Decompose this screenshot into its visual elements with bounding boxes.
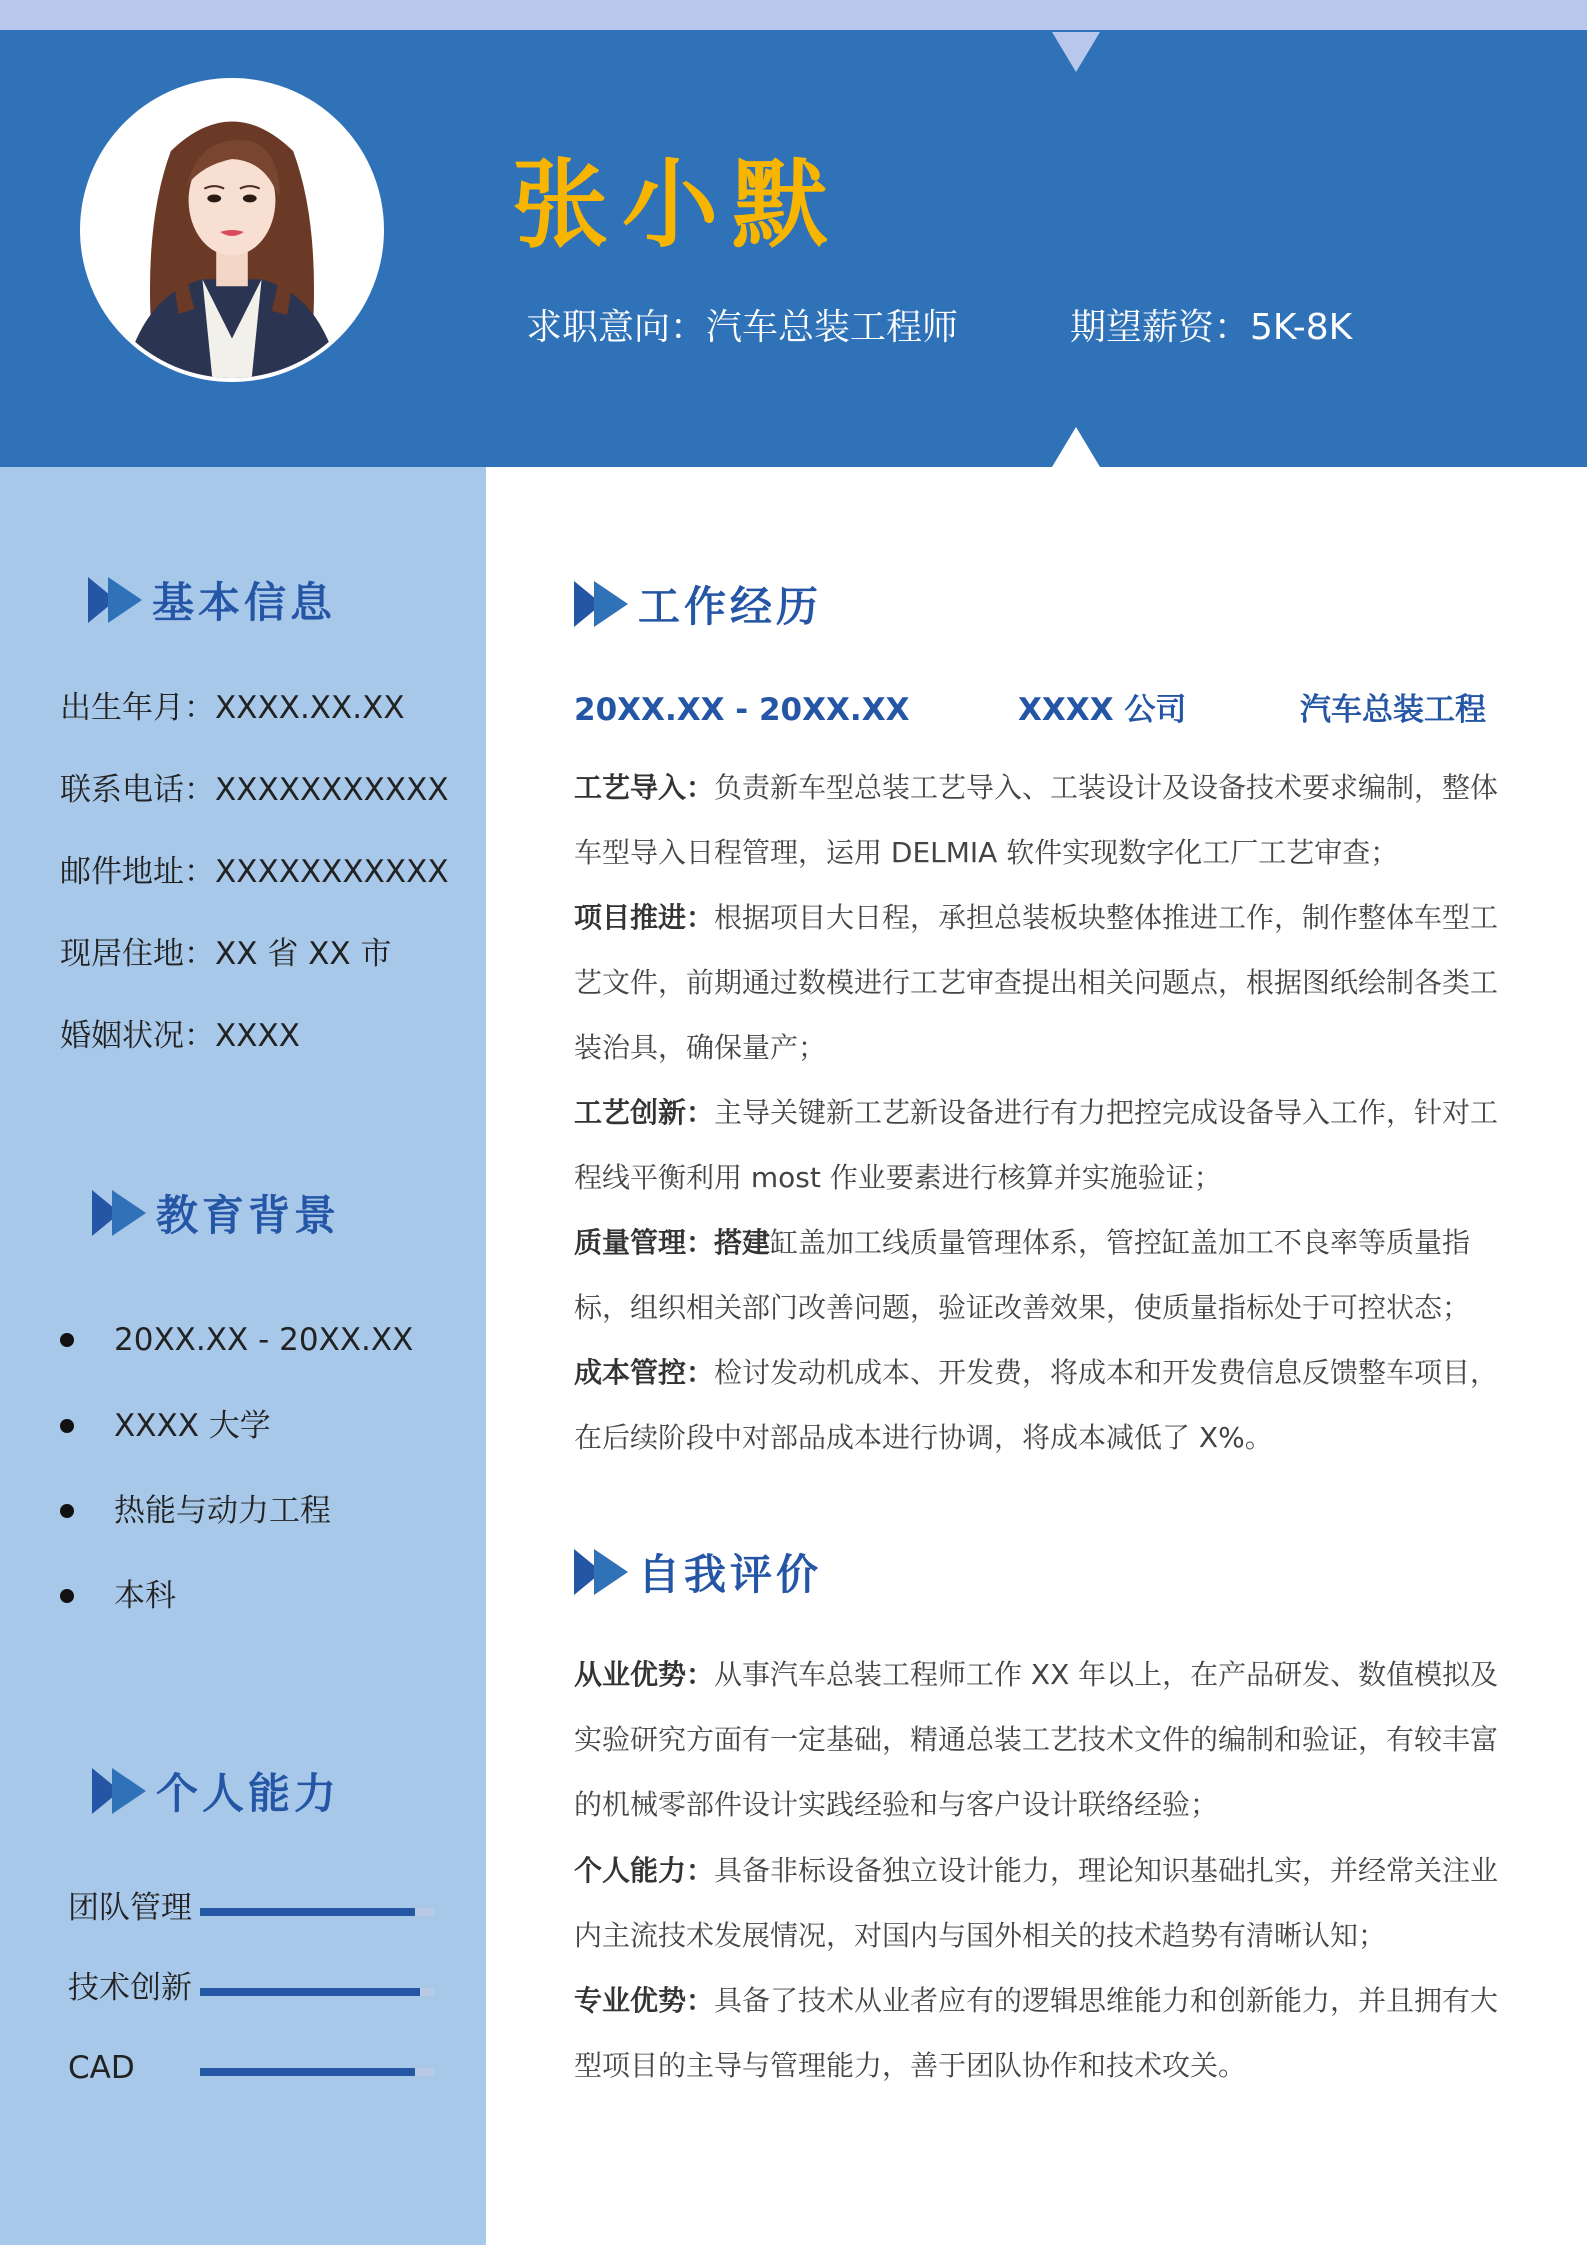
work-entry: 项目推进：根据项目大日程，承担总装板块整体推进工作，制作整体车型工艺文件，前期通过数模进行工艺审查提出相关问题点，根据图纸绘制各类工装治具，确保量产；	[574, 901, 1499, 1064]
bullet-icon	[60, 1419, 74, 1433]
section-title-text: 基本信息	[152, 578, 337, 627]
work-entry: 工艺导入：负责新车型总装工艺导入、工装设计及设备技术要求编制，整体车型导入日程管理，运用 DELMIA 软件实现数字化工厂工艺审查；	[574, 771, 1499, 869]
section-title-text: 个人能力	[156, 1769, 341, 1818]
self-eval-entry: 从业优势：从事汽车总装工程师工作 XX 年以上，在产品研发、数值模拟及实验研究方面有一定基础，精通总装工艺技术文件的编制和验证，有较丰富的机械零部件设计实践经验和与客户设计联络经验；	[574, 1658, 1499, 1821]
work-position: 汽车总装工程	[1300, 692, 1486, 728]
avatar-photo	[84, 82, 380, 378]
expected-salary: 期望薪资：5K-8K	[1070, 307, 1353, 348]
info-marital: 婚姻状况：XXXX	[60, 1018, 300, 1054]
list-item: 20XX.XX - 20XX.XX	[60, 1320, 413, 1360]
bullet-icon	[60, 1333, 74, 1347]
skill-bar-fill	[200, 1988, 420, 1996]
info-birth: 出生年月：XXXX.XX.XX	[60, 690, 405, 726]
double-triangle-icon	[90, 1766, 148, 1816]
work-entry: 成本管控：检讨发动机成本、开发费，将成本和开发费信息反馈整车项目，在后续阶段中对部品成本进行协调，将成本减低了 X%。	[574, 1356, 1499, 1454]
section-title-education	[90, 1183, 340, 1243]
skill-bar	[200, 1988, 434, 1996]
double-triangle-icon	[86, 575, 144, 625]
skill-label: 团队管理	[68, 1890, 192, 1926]
double-triangle-icon	[572, 1547, 630, 1597]
list-item: 本科	[60, 1576, 176, 1616]
work-company: XXXX 公司	[1018, 692, 1187, 728]
self-eval-entry: 个人能力：具备非标设备独立设计能力，理论知识基础扎实，并经常关注业内主流技术发展情况，对国内与国外相关的技术趋势有清晰认知；	[574, 1854, 1499, 1952]
info-address: 现居住地：XX 省 XX 市	[60, 936, 392, 972]
work-period: 20XX.XX - 20XX.XX	[574, 692, 910, 728]
skill-bar-fill	[200, 2068, 415, 2076]
list-item: 热能与动力工程	[60, 1491, 331, 1531]
section-title-work	[572, 574, 822, 634]
skill-label: 技术创新	[68, 1970, 192, 2006]
section-title-basic-info	[86, 570, 336, 630]
skill-label: CAD	[68, 2050, 135, 2086]
section-title-text: 教育背景	[156, 1191, 341, 1240]
info-email: 邮件地址：XXXXXXXXXXX	[60, 854, 449, 890]
skill-row	[68, 1888, 438, 1928]
skill-row	[68, 1968, 438, 2008]
skill-row	[68, 2048, 438, 2088]
bullet-icon	[60, 1589, 74, 1603]
top-strip	[0, 0, 1587, 30]
bullet-icon	[60, 1504, 74, 1518]
self-eval-entry: 专业优势：具备了技术从业者应有的逻辑思维能力和创新能力，并且拥有大型项目的主导与管理能力，善于团队协作和技术攻关。	[574, 1984, 1499, 2082]
section-title-self-eval	[572, 1542, 822, 1602]
work-entry: 工艺创新：主导关键新工艺新设备进行有力把控完成设备导入工作，针对工程线平衡利用 most 作业要素进行核算并实施验证；	[574, 1096, 1499, 1194]
double-triangle-icon	[90, 1188, 148, 1238]
candidate-name: 张小默	[512, 149, 842, 261]
section-title-skills	[90, 1761, 340, 1821]
skill-bar	[200, 2068, 434, 2076]
info-phone: 联系电话：XXXXXXXXXXX	[60, 772, 449, 808]
section-title-text: 工作经历	[638, 582, 823, 631]
skill-bar-fill	[200, 1908, 415, 1916]
skill-bar	[200, 1908, 434, 1916]
job-intent: 求职意向：汽车总装工程师	[526, 307, 959, 348]
work-entry: 质量管理：搭建缸盖加工线质量管理体系，管控缸盖加工不良率等质量指标，组织相关部门改善问题，验证改善效果，使质量指标处于可控状态；	[574, 1226, 1471, 1324]
double-triangle-icon	[572, 579, 630, 629]
list-item: XXXX 大学	[60, 1406, 271, 1446]
section-title-text: 自我评价	[638, 1550, 823, 1599]
header-notch-top	[1052, 32, 1100, 72]
avatar	[80, 78, 384, 382]
header-notch-bottom	[1052, 427, 1100, 467]
